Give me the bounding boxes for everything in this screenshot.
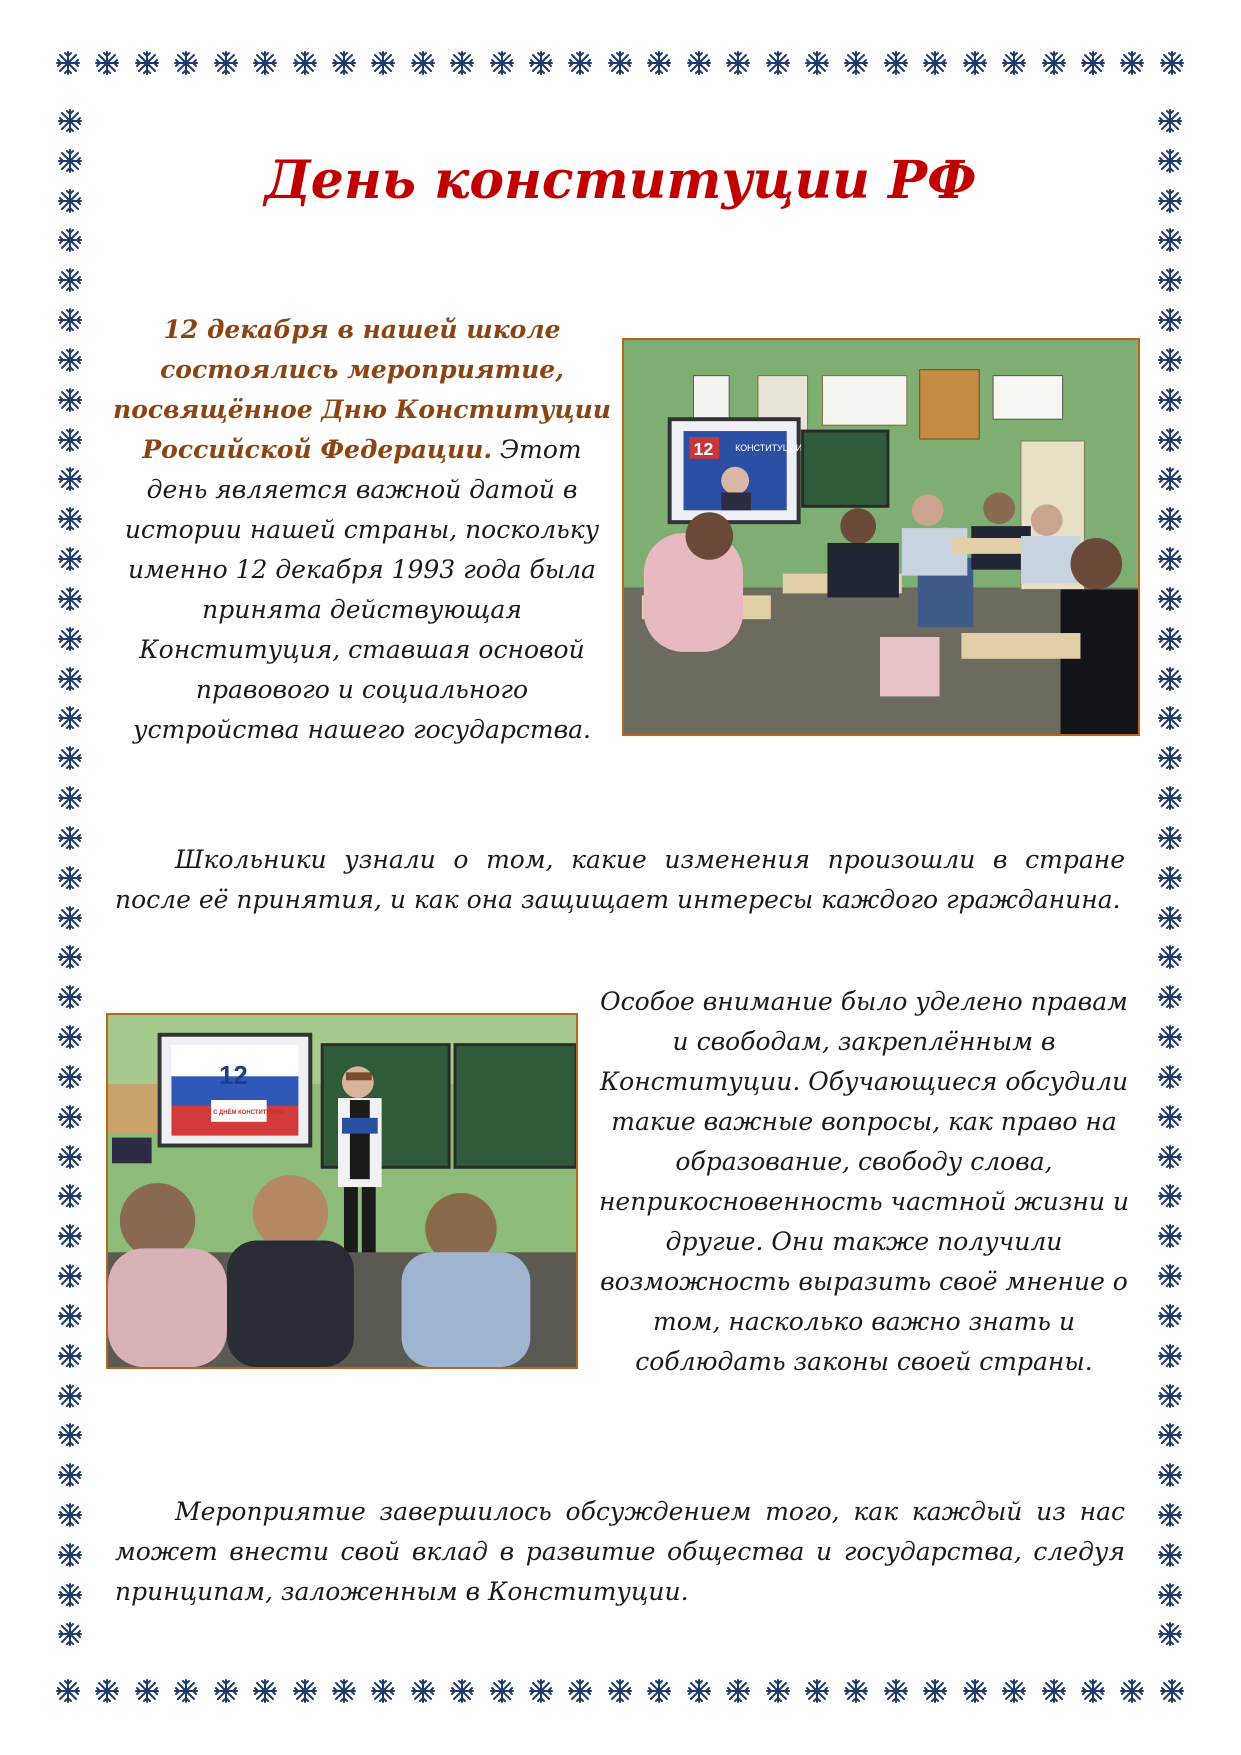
classroom-photo-2 xyxy=(106,1013,578,1369)
snowflake-icon xyxy=(607,50,633,76)
snowflake-icon xyxy=(686,50,712,76)
snowflake-icon xyxy=(57,626,83,652)
right-border xyxy=(1155,108,1185,1648)
snowflake-icon xyxy=(1001,50,1027,76)
snowflake-icon xyxy=(57,905,83,931)
snowflake-icon xyxy=(331,50,357,76)
snowflake-icon xyxy=(370,1678,396,1704)
snowflake-icon xyxy=(57,1183,83,1209)
snowflake-icon xyxy=(57,347,83,373)
snowflake-icon xyxy=(57,1144,83,1170)
snowflake-icon xyxy=(57,546,83,572)
snowflake-icon xyxy=(1041,1678,1067,1704)
snowflake-icon xyxy=(1157,108,1183,134)
snowflake-icon xyxy=(1157,1343,1183,1369)
snowflake-icon xyxy=(1157,1223,1183,1249)
snowflake-icon xyxy=(57,785,83,811)
snowflake-icon xyxy=(1041,50,1067,76)
snowflake-icon xyxy=(57,1582,83,1608)
snowflake-icon xyxy=(57,666,83,692)
snowflake-icon xyxy=(1157,705,1183,731)
snowflake-icon xyxy=(57,1462,83,1488)
snowflake-icon xyxy=(1157,347,1183,373)
snowflake-icon xyxy=(1157,387,1183,413)
snowflake-icon xyxy=(1080,1678,1106,1704)
snowflake-icon xyxy=(843,50,869,76)
snowflake-icon xyxy=(213,50,239,76)
snowflake-icon xyxy=(1157,666,1183,692)
intro-paragraph xyxy=(112,310,612,750)
screen-number-1: 12 xyxy=(693,438,714,459)
snowflake-icon xyxy=(57,1542,83,1568)
snowflake-icon xyxy=(883,1678,909,1704)
snowflake-icon xyxy=(1157,1542,1183,1568)
snowflake-icon xyxy=(1119,1678,1145,1704)
screen-caption-2: С ДНЁМ КОНСТИТУЦИИ xyxy=(213,1109,283,1116)
bottom-border xyxy=(55,1676,1185,1706)
snowflake-icon xyxy=(1157,1263,1183,1289)
snowflake-icon xyxy=(725,1678,751,1704)
snowflake-icon xyxy=(1157,785,1183,811)
snowflake-icon xyxy=(1157,1144,1183,1170)
snowflake-icon xyxy=(1157,1621,1183,1647)
snowflake-icon xyxy=(1001,1678,1027,1704)
snowflake-icon xyxy=(57,1303,83,1329)
snowflake-icon xyxy=(567,50,593,76)
snowflake-icon xyxy=(1157,466,1183,492)
snowflake-icon xyxy=(57,1223,83,1249)
snowflake-icon xyxy=(1157,1383,1183,1409)
snowflake-icon xyxy=(331,1678,357,1704)
snowflake-icon xyxy=(57,1343,83,1369)
snowflake-icon xyxy=(1157,825,1183,851)
snowflake-icon xyxy=(1157,865,1183,891)
snowflake-icon xyxy=(725,50,751,76)
snowflake-icon xyxy=(57,1621,83,1647)
snowflake-icon xyxy=(57,865,83,891)
snowflake-icon xyxy=(292,1678,318,1704)
snowflake-icon xyxy=(922,50,948,76)
snowflake-icon xyxy=(57,227,83,253)
snowflake-icon xyxy=(134,1678,160,1704)
snowflake-icon xyxy=(94,50,120,76)
snowflake-icon xyxy=(57,984,83,1010)
paragraph-2: Школьники узнали о том, какие изменения произошли в стране после её принятия, и как она защищает интересы каждого гражданина. xyxy=(115,845,1125,914)
snowflake-icon xyxy=(607,1678,633,1704)
snowflake-icon xyxy=(489,1678,515,1704)
snowflake-icon xyxy=(57,745,83,771)
paragraph-4: Мероприятие завершилось обсуждением того, как каждый из нас может внести свой вклад в развитие общества и государства, следуя принципам, заложенным в Конституции. xyxy=(115,1497,1125,1606)
snowflake-icon xyxy=(1157,307,1183,333)
snowflake-icon xyxy=(765,50,791,76)
snowflake-icon xyxy=(528,50,554,76)
snowflake-icon xyxy=(410,50,436,76)
snowflake-icon xyxy=(1157,1502,1183,1528)
snowflake-icon xyxy=(1157,1183,1183,1209)
snowflake-icon xyxy=(57,586,83,612)
snowflake-icon xyxy=(1157,1582,1183,1608)
snowflake-icon xyxy=(57,108,83,134)
snowflake-icon xyxy=(1157,1104,1183,1130)
snowflake-icon xyxy=(449,50,475,76)
page-title: День конституции РФ xyxy=(264,150,977,211)
snowflake-icon xyxy=(1157,586,1183,612)
snowflake-icon xyxy=(1157,506,1183,532)
snowflake-icon xyxy=(922,1678,948,1704)
snowflake-icon xyxy=(57,427,83,453)
snowflake-icon xyxy=(646,1678,672,1704)
snowflake-icon xyxy=(765,1678,791,1704)
snowflake-icon xyxy=(292,50,318,76)
snowflake-icon xyxy=(1157,745,1183,771)
snowflake-icon xyxy=(843,1678,869,1704)
snowflake-icon xyxy=(252,1678,278,1704)
top-border xyxy=(55,48,1185,78)
snowflake-icon xyxy=(57,307,83,333)
snowflake-icon xyxy=(1080,50,1106,76)
snowflake-icon xyxy=(1157,427,1183,453)
snowflake-icon xyxy=(962,50,988,76)
snowflake-icon xyxy=(57,506,83,532)
snowflake-icon xyxy=(57,1024,83,1050)
snowflake-icon xyxy=(252,50,278,76)
snowflake-icon xyxy=(1157,1064,1183,1090)
snowflake-icon xyxy=(1157,227,1183,253)
snowflake-icon xyxy=(173,1678,199,1704)
snowflake-icon xyxy=(57,825,83,851)
snowflake-icon xyxy=(57,466,83,492)
snowflake-icon xyxy=(804,50,830,76)
snowflake-icon xyxy=(686,1678,712,1704)
snowflake-icon xyxy=(134,50,160,76)
snowflake-icon xyxy=(449,1678,475,1704)
intro-lead: 12 декабря в нашей школе состоялись мероприятие, посвящённое Дню Конституции Российской Федерации. xyxy=(113,315,611,464)
snowflake-icon xyxy=(55,1678,81,1704)
snowflake-icon xyxy=(1157,1462,1183,1488)
snowflake-icon xyxy=(567,1678,593,1704)
snowflake-icon xyxy=(804,1678,830,1704)
snowflake-icon xyxy=(57,267,83,293)
snowflake-icon xyxy=(1157,905,1183,931)
snowflake-icon xyxy=(1157,944,1183,970)
snowflake-icon xyxy=(94,1678,120,1704)
snowflake-icon xyxy=(1159,1678,1185,1704)
snowflake-icon xyxy=(1157,546,1183,572)
snowflake-icon xyxy=(173,50,199,76)
snowflake-icon xyxy=(528,1678,554,1704)
snowflake-icon xyxy=(1157,984,1183,1010)
snowflake-icon xyxy=(57,1104,83,1130)
snowflake-icon xyxy=(57,1263,83,1289)
snowflake-icon xyxy=(370,50,396,76)
snowflake-icon xyxy=(1157,1024,1183,1050)
classroom-photo-1 xyxy=(622,338,1140,736)
snowflake-icon xyxy=(489,50,515,76)
paragraph-3: Особое внимание было уделено правам и свободам, закреплённым в Конституции. Обучающиеся обсудили такие важные вопросы, как право на образование, свободу слова, неприкосновенность частной жизни и другие. Они также получили возможность выразить своё мнение о том, насколько важно знать и соблюдать законы своей страны. xyxy=(598,987,1130,1376)
snowflake-icon xyxy=(57,1064,83,1090)
snowflake-icon xyxy=(410,1678,436,1704)
snowflake-icon xyxy=(57,1383,83,1409)
snowflake-icon xyxy=(1119,50,1145,76)
snowflake-icon xyxy=(1157,626,1183,652)
snowflake-icon xyxy=(57,1422,83,1448)
intro-body: Этот день является важной датой в истории нашей страны, поскольку именно 12 декабря 1993 года была принята действующая Конституция, ставшая основой правового и социального устройства нашего государства. xyxy=(124,435,600,744)
snowflake-icon xyxy=(57,1502,83,1528)
snowflake-icon xyxy=(57,944,83,970)
snowflake-icon xyxy=(55,50,81,76)
left-border xyxy=(55,108,85,1648)
snowflake-icon xyxy=(962,1678,988,1704)
snowflake-icon xyxy=(1159,50,1185,76)
screen-caption-1: КОНСТИТУЦИИ xyxy=(735,442,803,453)
snowflake-icon xyxy=(646,50,672,76)
snowflake-icon xyxy=(1157,1422,1183,1448)
screen-number-2: 12 xyxy=(219,1062,248,1091)
snowflake-icon xyxy=(1157,267,1183,293)
snowflake-icon xyxy=(57,705,83,731)
snowflake-icon xyxy=(883,50,909,76)
snowflake-icon xyxy=(1157,1303,1183,1329)
snowflake-icon xyxy=(213,1678,239,1704)
snowflake-icon xyxy=(57,387,83,413)
